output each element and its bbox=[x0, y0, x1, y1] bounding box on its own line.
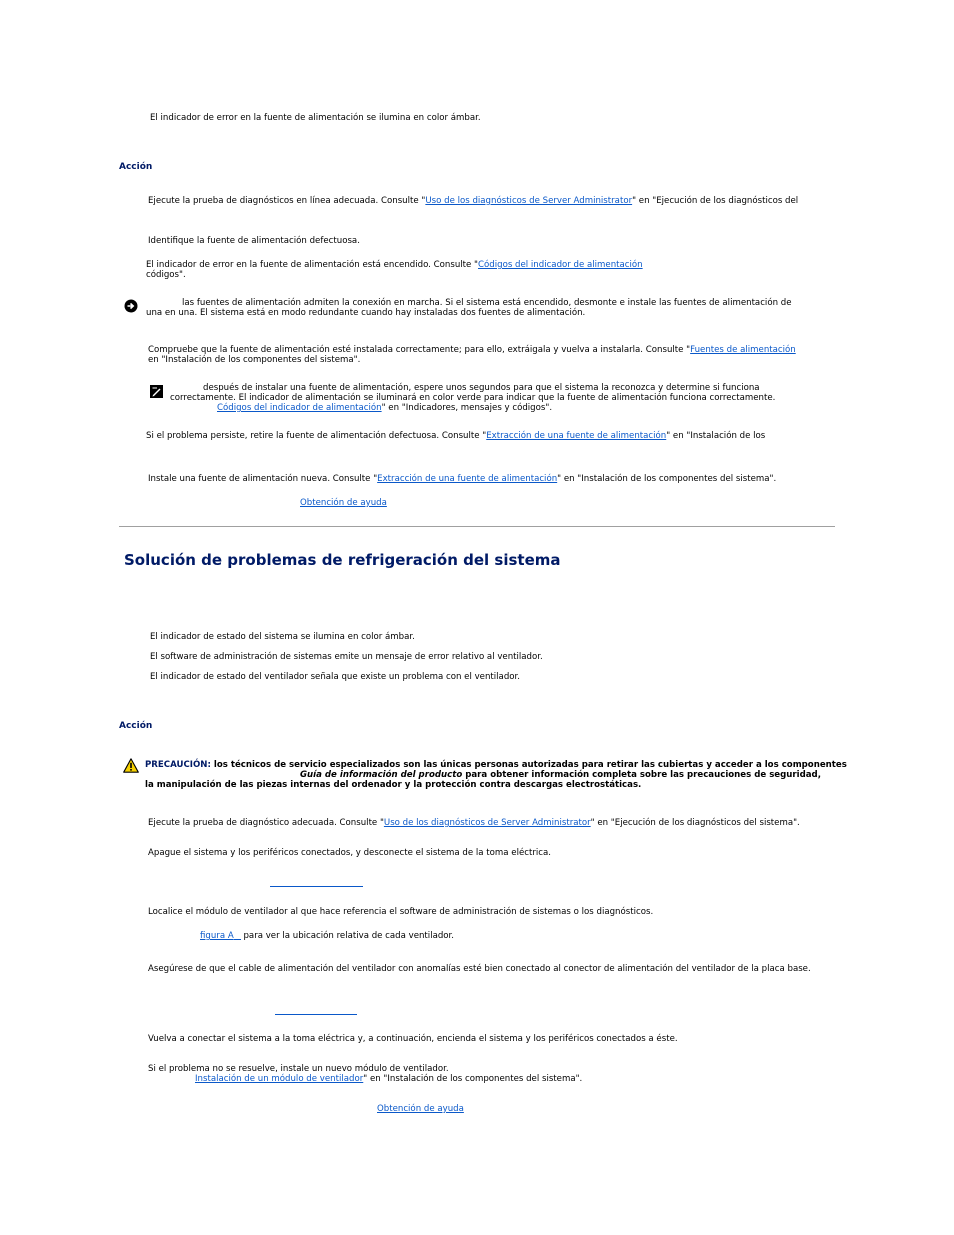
power-step3 bbox=[148, 345, 796, 355]
cooling-step5: Vuelva a conectar el sistema a la toma eléctrica y, a continuación, encienda el sistema y los periféricos conectados a éste. bbox=[148, 1034, 678, 1044]
power-step4-post: " en "Instalación de los bbox=[666, 431, 766, 441]
cooling-step4: Asegúrese de que el cable de alimentación del ventilador con anomalías esté bien conectado al conector de alimentación del ventilador de la placa base. bbox=[148, 964, 811, 974]
cooling-step6: Si el problema no se resuelve, instale un nuevo módulo de ventilador. bbox=[148, 1064, 449, 1074]
power-step2b-line2: códigos". bbox=[146, 270, 186, 280]
cooling-step2: Apague el sistema y los periféricos conectados, y desconecte el sistema de la toma eléctrica. bbox=[148, 848, 551, 858]
note-text-line3 bbox=[217, 403, 552, 413]
caution-text2: para obtener información completa sobre las precauciones de seguridad, bbox=[465, 770, 821, 780]
power-step5 bbox=[148, 474, 776, 484]
caution-line1 bbox=[145, 760, 847, 770]
cooling-action-heading: Acción bbox=[119, 721, 153, 731]
get-help-link[interactable]: Obtención de ayuda bbox=[300, 498, 387, 508]
cooling-step3: Localice el módulo de ventilador al que hace referencia el software de administración de sistemas o los diagnósticos. bbox=[148, 907, 654, 917]
empty-link-underline-2[interactable] bbox=[275, 1014, 357, 1015]
cooling-step1-pre: Ejecute la prueba de diagnóstico adecuada. Consulte " bbox=[148, 818, 384, 828]
power-step4-pre: Si el problema persiste, retire la fuente de alimentación defectuosa. Consulte " bbox=[146, 431, 487, 441]
power-step4 bbox=[146, 431, 765, 441]
install-fan-module-link[interactable]: Instalación de un módulo de ventilador bbox=[195, 1074, 364, 1084]
power-step1 bbox=[148, 196, 798, 206]
caution-text1: los técnicos de servicio especializados son las únicas personas autorizadas para retirar las cubiertas y acceder a los componentes bbox=[213, 760, 847, 770]
power-step3-pre: Compruebe que la fuente de alimentación esté instalada correctamente; para ello, extráigala y vuelva a instalarla. Consulte " bbox=[148, 345, 691, 355]
power-step1-post: " en "Ejecución de los diagnósticos del bbox=[632, 196, 799, 206]
notice-icon bbox=[124, 298, 138, 317]
section-divider bbox=[119, 526, 835, 527]
caution-icon bbox=[123, 758, 139, 777]
cooling-step1 bbox=[148, 818, 800, 828]
server-admin-diagnostics-link[interactable]: Uso de los diagnósticos de Server Administrator bbox=[425, 196, 633, 206]
caution-line3: la manipulación de las piezas internas del ordenador y la protección contra descargas electrostáticas. bbox=[145, 780, 642, 790]
caution-guide-title: Guía de información del producto bbox=[300, 770, 463, 780]
remove-power-supply-link-2[interactable]: Extracción de una fuente de alimentación bbox=[377, 474, 558, 484]
cooling-symptom3: El indicador de estado del ventilador señala que existe un problema con el ventilador. bbox=[150, 672, 521, 682]
cooling-get-help-link[interactable]: Obtención de ayuda bbox=[377, 1104, 464, 1114]
power-step1-pre: Ejecute la prueba de diagnósticos en línea adecuada. Consulte " bbox=[148, 196, 426, 206]
power-step3-line2: en "Instalación de los componentes del sistema". bbox=[148, 355, 361, 365]
power-step2b bbox=[146, 260, 643, 270]
notice-text-line1: las fuentes de alimentación admiten la conexión en marcha. Si el sistema está encendido, desmonte e instale las fuentes de alimentación de bbox=[182, 298, 792, 308]
power-supplies-link[interactable]: Fuentes de alimentación bbox=[690, 345, 796, 355]
power-step5-pre: Instale una fuente de alimentación nueva. Consulte " bbox=[148, 474, 378, 484]
power-step5-post: " en "Instalación de los componentes del sistema". bbox=[557, 474, 777, 484]
cooling-server-admin-link[interactable]: Uso de los diagnósticos de Server Administrator bbox=[383, 818, 591, 828]
note-icon bbox=[150, 383, 163, 402]
power-indicator-codes-link[interactable]: Códigos del indicador de alimentación bbox=[478, 260, 643, 270]
cooling-help bbox=[377, 1104, 464, 1114]
cooling-figure-ref bbox=[200, 931, 454, 941]
cooling-step6-line2 bbox=[195, 1074, 582, 1084]
notice-text-line2: una en una. El sistema está en modo redundante cuando hay instaladas dos fuentes de alimentación. bbox=[146, 308, 586, 318]
note-text-line2: correctamente. El indicador de alimentación se iluminará en color verde para indicar que la fuente de alimentación funciona correctamente. bbox=[170, 393, 776, 403]
caution-line2 bbox=[300, 770, 821, 780]
cooling-symptom2: El software de administración de sistemas emite un mensaje de error relativo al ventilador. bbox=[150, 652, 543, 662]
figure-link-gap bbox=[234, 931, 241, 940]
remove-power-supply-link[interactable]: Extracción de una fuente de alimentación bbox=[486, 431, 667, 441]
figure-post: para ver la ubicación relativa de cada ventilador. bbox=[243, 931, 455, 941]
note-power-codes-link[interactable]: Códigos del indicador de alimentación bbox=[217, 403, 382, 413]
caution-label: PRECAUCIÓN: bbox=[145, 760, 211, 770]
empty-link-underline-1[interactable] bbox=[270, 886, 363, 887]
power-help bbox=[300, 498, 387, 508]
cooling-step1-post: " en "Ejecución de los diagnósticos del sistema". bbox=[590, 818, 800, 828]
power-action-heading: Acción bbox=[119, 162, 153, 172]
note-text-line1: después de instalar una fuente de alimentación, espere unos segundos para que el sistema la reconozca y determine si funciona bbox=[203, 383, 760, 393]
note-post: " en "Indicadores, mensajes y códigos". bbox=[381, 403, 553, 413]
figure-a-link[interactable]: figura A bbox=[200, 931, 234, 941]
cooling-step6-post: " en "Instalación de los componentes del sistema". bbox=[363, 1074, 583, 1084]
cooling-symptom1: El indicador de estado del sistema se ilumina en color ámbar. bbox=[150, 632, 415, 642]
cooling-section-title: Solución de problemas de refrigeración del sistema bbox=[124, 551, 561, 569]
power-symptom: El indicador de error en la fuente de alimentación se ilumina en color ámbar. bbox=[150, 113, 481, 123]
power-step2: Identifique la fuente de alimentación defectuosa. bbox=[148, 236, 360, 246]
power-step2b-pre: El indicador de error en la fuente de alimentación está encendido. Consulte " bbox=[146, 260, 479, 270]
